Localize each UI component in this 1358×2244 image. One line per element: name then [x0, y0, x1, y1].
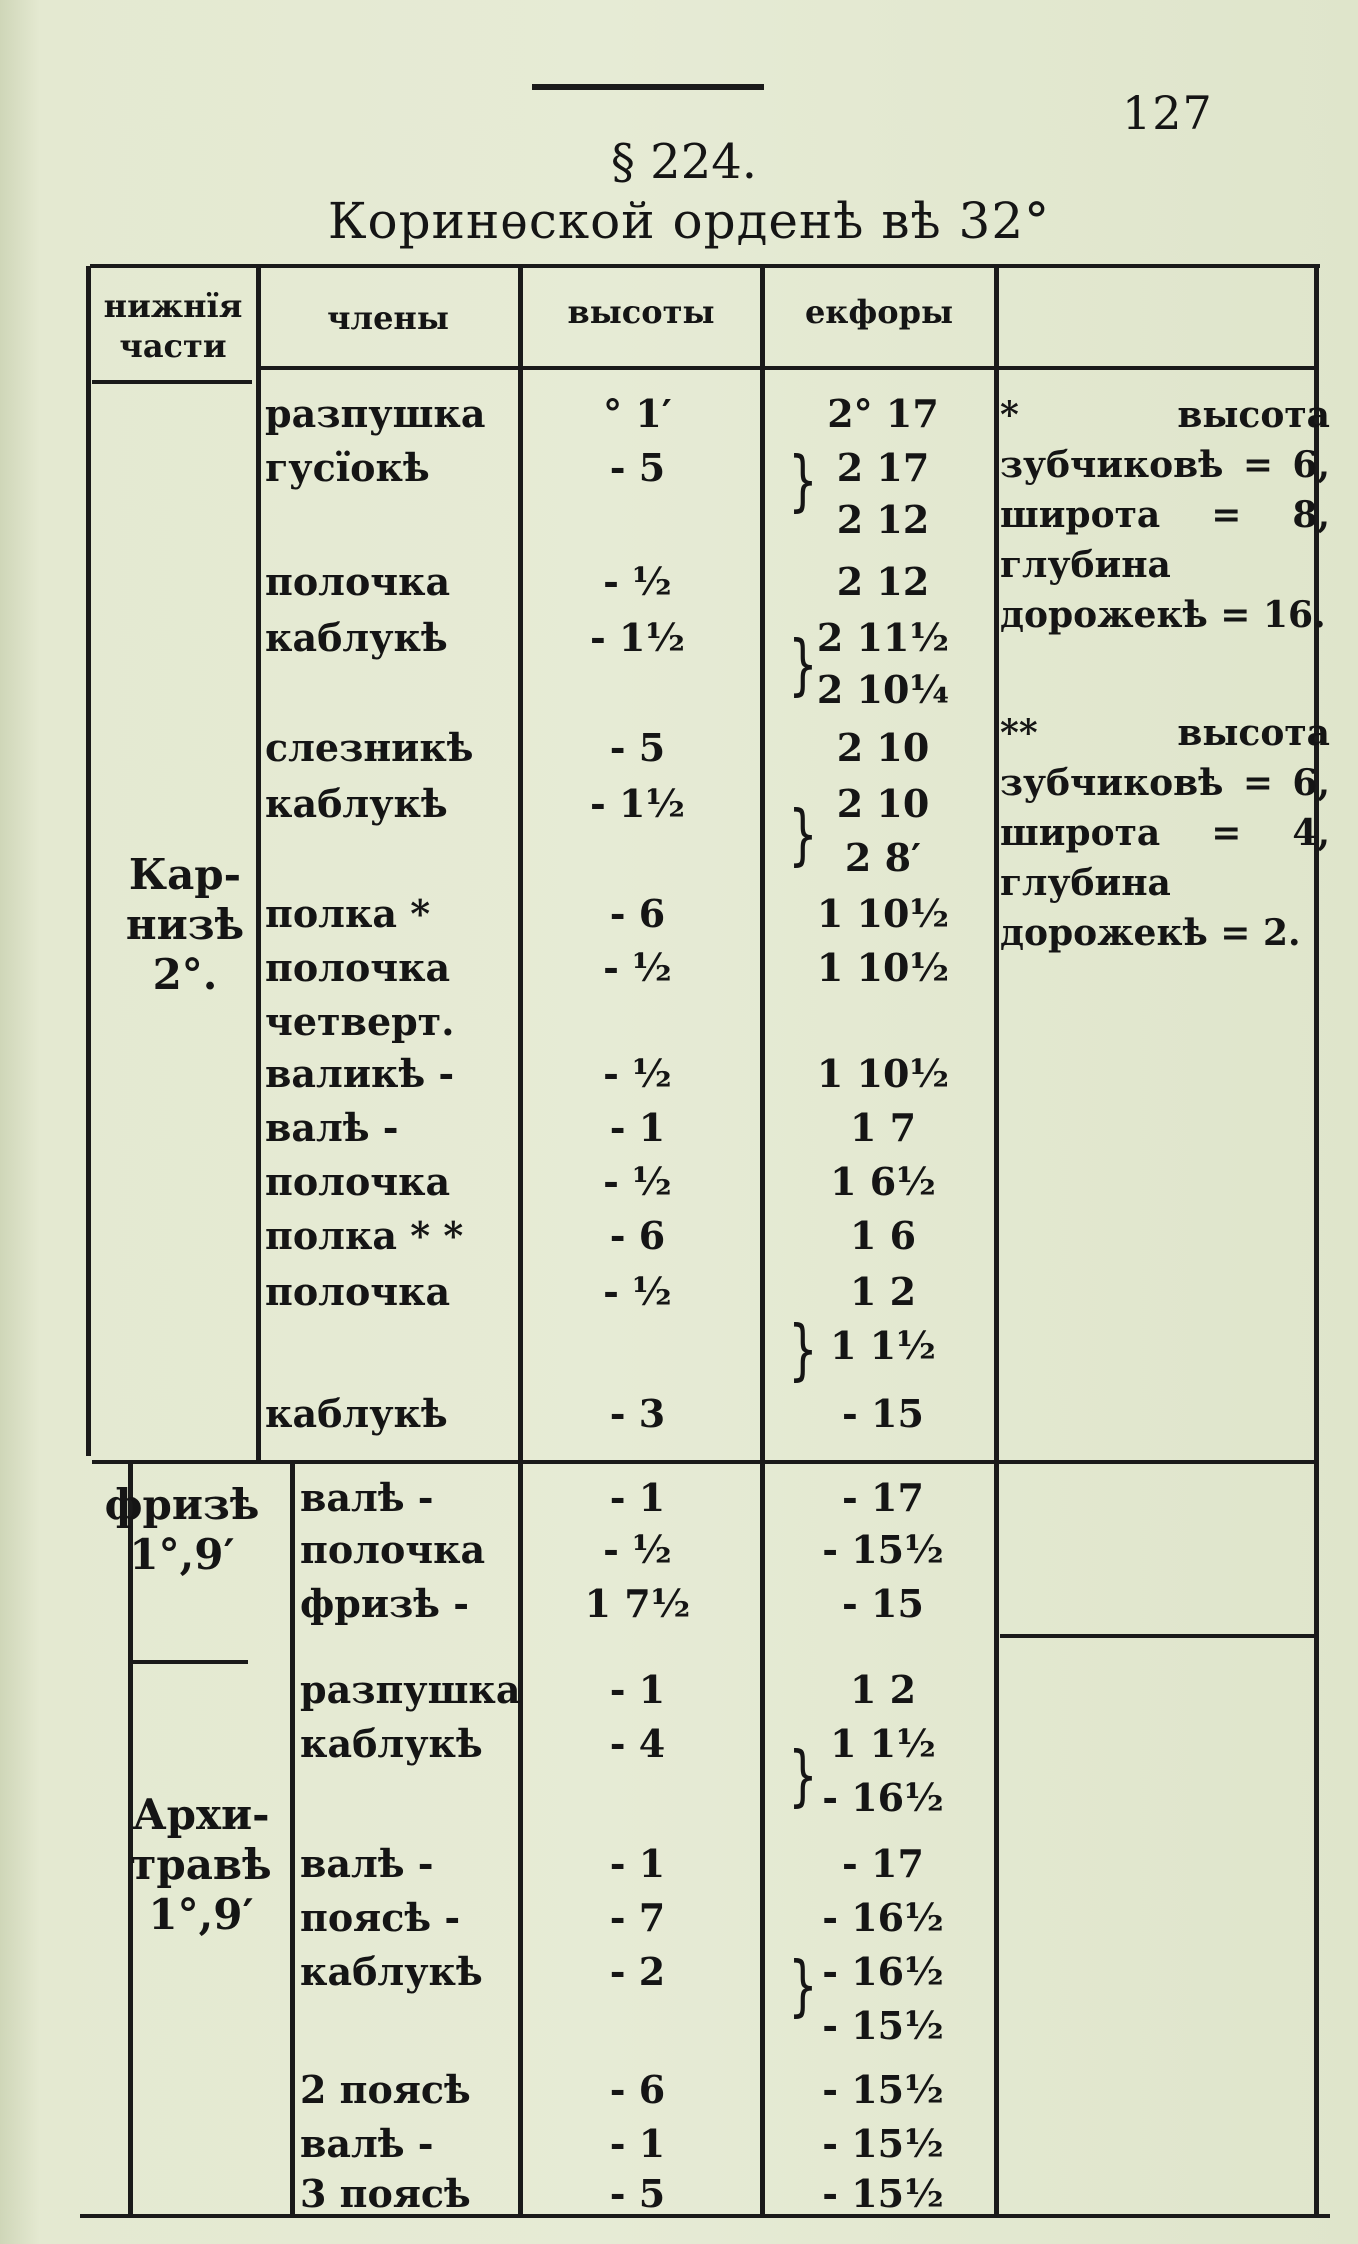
cell-member: каблукѣ: [300, 1721, 483, 1766]
header-part: [92, 286, 254, 366]
cell-height: - 7: [609, 1895, 666, 1940]
cell-height: 1 7½: [584, 1581, 691, 1626]
header-heights: высоты: [567, 293, 715, 331]
cell-projection: - 16½: [822, 1895, 944, 1940]
cell-member: валѣ -: [300, 2121, 434, 2166]
section-number: § 224.: [610, 134, 758, 190]
note-2: ** высота зубчиковѣ = 6, широта = 4, глубина дорожекѣ = 2.: [1000, 712, 1330, 954]
notes-header-rule: [995, 366, 1317, 370]
cell-projection: 1 7: [849, 1105, 917, 1150]
cell-projection: 1 2: [849, 1667, 917, 1712]
cell-member: гусïокѣ: [265, 445, 430, 490]
cell-member: каблукѣ: [300, 1949, 483, 1994]
cell-member: валикѣ -: [265, 1051, 455, 1096]
brace-5: }: [788, 1737, 818, 1814]
cell-member: разпушка: [300, 1667, 521, 1712]
cell-height: - ½: [603, 559, 672, 604]
header-part-line-2: части: [119, 327, 227, 365]
cell-member: полочка: [265, 559, 451, 604]
group-frieze-line-2: 1°,9′: [129, 1530, 235, 1579]
page-number: 127: [1122, 86, 1213, 140]
cell-height: - ½: [603, 1269, 672, 1314]
cell-projection: - 15½: [822, 2171, 944, 2216]
cell-projection: 1 10½: [816, 891, 950, 936]
cell-member: каблукѣ: [265, 1391, 448, 1436]
cell-projection: - 15½: [822, 2003, 944, 2048]
header-members: члены: [327, 299, 449, 337]
frieze-notes-rule: [1000, 1634, 1317, 1638]
cell-member: каблукѣ: [265, 615, 448, 660]
cell-projection: - 17: [842, 1475, 924, 1520]
cell-projection: 1 10½: [816, 1051, 950, 1096]
cell-member: 2 поясѣ: [300, 2067, 471, 2112]
cell-projection: 2 10: [836, 781, 930, 826]
cell-projection: 2 10: [836, 725, 930, 770]
cell-projection: 1 10½: [816, 945, 950, 990]
cell-projection: 2 10¼: [816, 667, 950, 712]
proj-notes-rule: [994, 266, 999, 2214]
cell-projection: - 15: [842, 1391, 924, 1436]
cell-height: - 3: [609, 1391, 666, 1436]
cell-height: - 1: [609, 1667, 666, 1712]
cell-height: - 1: [609, 1105, 666, 1150]
brace-1: }: [788, 442, 818, 519]
group-frieze: [102, 1480, 262, 1580]
cell-height: - 5: [609, 445, 666, 490]
cell-height: - ½: [603, 945, 672, 990]
part-members-rule: [256, 266, 261, 1460]
brace-2: }: [788, 626, 818, 703]
cell-projection: 1 2: [849, 1269, 917, 1314]
cell-member: поясѣ -: [300, 1895, 461, 1940]
cell-height: - 4: [609, 1721, 666, 1766]
cell-member: полка * *: [265, 1213, 464, 1258]
part-header-rule: [92, 380, 252, 384]
cell-height: - 6: [609, 1213, 666, 1258]
cell-projection: 2 17: [836, 445, 930, 490]
cell-projection: 2 12: [836, 497, 930, 542]
header-part-line-1: нижнїя: [103, 287, 243, 325]
group-architrave-line-1: Архи-: [132, 1790, 270, 1839]
cell-height: - 1½: [589, 615, 686, 660]
cell-member: полочка: [265, 1159, 451, 1204]
cornice-frieze-rule: [92, 1460, 1317, 1464]
header-projections: екфоры: [804, 293, 954, 331]
cell-projection: 1 6½: [830, 1159, 936, 1204]
cell-height: - 1: [609, 1841, 666, 1886]
table-top-rule: [90, 264, 1320, 268]
cell-projection: - 15½: [822, 1527, 944, 1572]
frieze-architrave-rule: [132, 1660, 248, 1664]
table-title: Коринѳской орденѣ вѣ 32°: [327, 192, 1051, 250]
group-architrave-line-2: травѣ: [130, 1840, 272, 1889]
cell-projection: 2 11½: [816, 615, 950, 660]
brace-4: }: [788, 1311, 818, 1388]
cell-height: - 6: [609, 891, 666, 936]
group-architrave-line-3: 1°,9′: [148, 1890, 254, 1939]
cell-height: - 2: [609, 1949, 666, 1994]
group-architrave: [126, 1790, 276, 1940]
cell-member: каблукѣ: [265, 781, 448, 826]
cell-projection: 2 8′: [844, 835, 922, 880]
group-frieze-line-1: фризѣ: [104, 1480, 260, 1529]
note-1: * высота зубчиковѣ = 6, широта = 8, глубина дорожекѣ = 16.: [1000, 394, 1330, 636]
group-cornice-line-1: Кар-: [128, 850, 242, 899]
cell-projection: - 16½: [822, 1775, 944, 1820]
cell-member: полка *: [265, 891, 431, 936]
cell-projection: 1 6: [849, 1213, 917, 1258]
group-cornice-line-3: 2°.: [152, 950, 218, 999]
cell-projection: - 15: [842, 1581, 924, 1626]
cell-member: валѣ -: [300, 1841, 434, 1886]
cell-member: полочка: [265, 945, 451, 990]
cell-member: разпушка: [265, 391, 486, 436]
cell-member: фризѣ -: [300, 1581, 469, 1626]
cell-height: - 5: [609, 2171, 666, 2216]
cell-projection: - 16½: [822, 1949, 944, 1994]
brace-6: }: [788, 1947, 818, 2024]
cell-member: полочка: [265, 1269, 451, 1314]
cell-height: - ½: [603, 1159, 672, 1204]
cell-height: - 5: [609, 725, 666, 770]
left-rule: [86, 266, 91, 1456]
cell-height: - 1: [609, 2121, 666, 2166]
cell-member: слезникѣ: [265, 725, 474, 770]
members-header-rule: [258, 366, 1018, 370]
cell-projection: 2 12: [836, 559, 930, 604]
cell-projection: - 15½: [822, 2067, 944, 2112]
cell-projection: 1 1½: [830, 1721, 936, 1766]
part-members-rule-lower: [290, 1462, 295, 2214]
cell-member: полочка: [300, 1527, 486, 1572]
cell-height: - 1½: [589, 781, 686, 826]
brace-3: }: [788, 796, 818, 873]
cell-member: 3 поясѣ: [300, 2171, 471, 2216]
cell-projection: 1 1½: [830, 1323, 936, 1368]
cell-member: четверт.: [265, 999, 455, 1044]
cell-height: ° 1′: [603, 391, 672, 436]
cell-member: валѣ -: [300, 1475, 434, 1520]
cell-projection: - 17: [842, 1841, 924, 1886]
cell-height: - 1: [609, 1475, 666, 1520]
cell-projection: 2° 17: [827, 391, 939, 436]
group-cornice: [120, 850, 250, 1000]
cell-height: - 6: [609, 2067, 666, 2112]
group-cornice-line-2: низѣ: [125, 900, 245, 949]
heights-proj-rule: [760, 266, 765, 2214]
cell-height: - ½: [603, 1051, 672, 1096]
cell-member: валѣ -: [265, 1105, 399, 1150]
cell-projection: - 15½: [822, 2121, 944, 2166]
cell-height: - ½: [603, 1527, 672, 1572]
